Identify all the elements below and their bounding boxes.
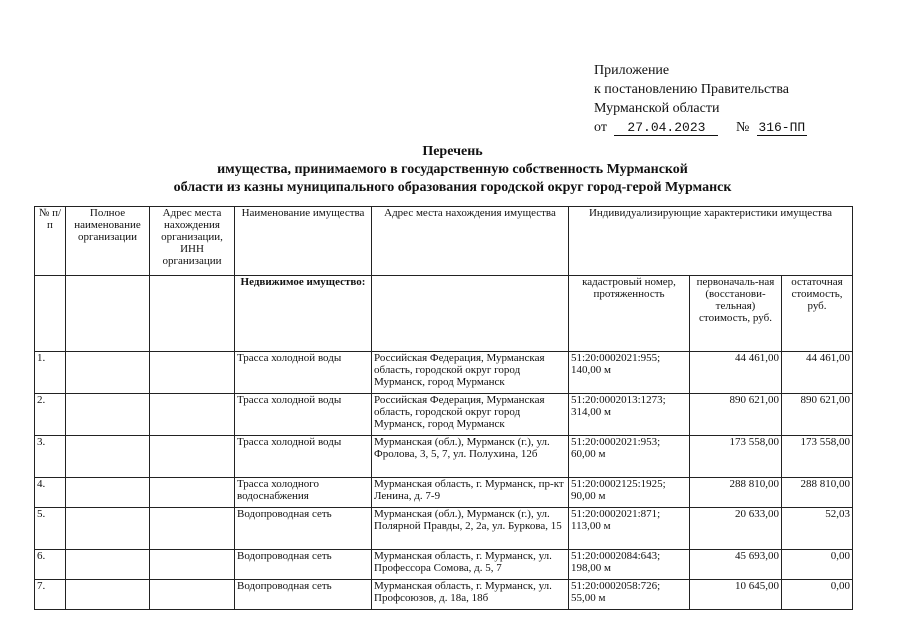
table-row: [35, 436, 853, 478]
row-num: 3.: [35, 436, 66, 478]
row-org-address: [150, 352, 235, 394]
annex-date-line: [594, 118, 807, 137]
row-initial-cost: 44 461,00: [690, 352, 782, 394]
row-cadastral: 51:20:0002021:955; 140,00 м: [569, 352, 690, 394]
subheader-empty: [150, 276, 235, 352]
subheader-empty: [66, 276, 150, 352]
row-property-address: Мурманская (обл.), Мурманск (г.), ул. Фролова, 3, 5, 7, ул. Полухина, 12б: [372, 436, 569, 478]
subheader-initial-cost: первоначаль-ная (восстанови-тельная) стоимость, руб.: [690, 276, 782, 352]
row-residual-cost: 173 558,00: [782, 436, 853, 478]
row-initial-cost: 45 693,00: [690, 550, 782, 580]
row-org-address: [150, 550, 235, 580]
table-row: [35, 352, 853, 394]
table-row: [35, 394, 853, 436]
row-org-name: [66, 550, 150, 580]
header-property-name: Наименование имущества: [235, 207, 372, 276]
row-property-address: Мурманская область, г. Мурманск, пр-кт Ленина, д. 7-9: [372, 478, 569, 508]
row-cadastral: 51:20:0002125:1925; 90,00 м: [569, 478, 690, 508]
row-property-name: Водопроводная сеть: [235, 550, 372, 580]
row-org-name: [66, 394, 150, 436]
row-org-address: [150, 394, 235, 436]
header-row: [35, 207, 853, 276]
row-num: 2.: [35, 394, 66, 436]
row-org-address: [150, 508, 235, 550]
header-org-name: Полное наименование организации: [66, 207, 150, 276]
table-row: [35, 580, 853, 610]
row-residual-cost: 0,00: [782, 550, 853, 580]
row-property-name: Водопроводная сеть: [235, 508, 372, 550]
subheader-cadastral: кадастровый номер, протяженность: [569, 276, 690, 352]
decree-number: 316-ПП: [758, 120, 806, 135]
row-num: 5.: [35, 508, 66, 550]
row-property-name: Трасса холодной воды: [235, 352, 372, 394]
row-initial-cost: 173 558,00: [690, 436, 782, 478]
row-cadastral: 51:20:0002058:726; 55,00 м: [569, 580, 690, 610]
row-org-address: [150, 436, 235, 478]
title-line-3: области из казны муниципального образования городской округ город-герой Мурманск: [173, 180, 732, 195]
header-characteristics: Индивидуализирующие характеристики имущества: [569, 207, 853, 276]
row-initial-cost: 890 621,00: [690, 394, 782, 436]
row-residual-cost: 52,03: [782, 508, 853, 550]
row-num: 4.: [35, 478, 66, 508]
table-row: [35, 550, 853, 580]
subheader-empty: [35, 276, 66, 352]
subheader-row: [35, 276, 853, 352]
row-num: 7.: [35, 580, 66, 610]
row-property-address: Мурманская область, г. Мурманск, ул. Профсоюзов, д. 18а, 18б: [372, 580, 569, 610]
row-org-name: [66, 508, 150, 550]
header-num: № п/п: [35, 207, 66, 276]
row-property-name: Трасса холодной воды: [235, 394, 372, 436]
row-initial-cost: 20 633,00: [690, 508, 782, 550]
row-property-address: Российская Федерация, Мурманская область, городской округ город Мурманск, город Мурманск: [372, 394, 569, 436]
row-residual-cost: 44 461,00: [782, 352, 853, 394]
row-property-name: Трасса холодного водоснабжения: [235, 478, 372, 508]
from-label: от: [594, 120, 607, 135]
subheader-residual-cost: остаточная стоимость, руб.: [782, 276, 853, 352]
row-num: 6.: [35, 550, 66, 580]
row-cadastral: 51:20:0002021:871; 113,00 м: [569, 508, 690, 550]
row-residual-cost: 0,00: [782, 580, 853, 610]
table-row: [35, 508, 853, 550]
row-residual-cost: 890 621,00: [782, 394, 853, 436]
subheader-empty: [372, 276, 569, 352]
header-org-address: Адрес места нахождения организации, ИНН организации: [150, 207, 235, 276]
row-org-name: [66, 436, 150, 478]
document-title: [0, 143, 905, 197]
row-property-name: Трасса холодной воды: [235, 436, 372, 478]
row-property-address: Мурманская (обл.), Мурманск (г.), ул. Полярной Правды, 2, 2а, ул. Буркова, 15: [372, 508, 569, 550]
annex-line-2: к постановлению Правительства: [594, 82, 790, 97]
title-line-2: имущества, принимаемого в государственную собственность Мурманской: [217, 162, 688, 177]
table-row: [35, 478, 853, 508]
title-line-1: Перечень: [422, 144, 483, 159]
row-org-address: [150, 580, 235, 610]
row-cadastral: 51:20:0002021:953; 60,00 м: [569, 436, 690, 478]
row-cadastral: 51:20:0002013:1273; 314,00 м: [569, 394, 690, 436]
row-org-address: [150, 478, 235, 508]
row-property-address: Мурманская область, г. Мурманск, ул. Профессора Сомова, д. 5, 7: [372, 550, 569, 580]
property-table: [34, 206, 853, 610]
annex-line-1: Приложение: [594, 63, 670, 78]
row-cadastral: 51:20:0002084:643; 198,00 м: [569, 550, 690, 580]
row-num: 1.: [35, 352, 66, 394]
annex-block: [594, 61, 807, 137]
header-property-address: Адрес места нахождения имущества: [372, 207, 569, 276]
row-residual-cost: 288 810,00: [782, 478, 853, 508]
annex-line-3: Мурманской области: [594, 101, 720, 116]
decree-date: 27.04.2023: [614, 120, 718, 136]
row-initial-cost: 288 810,00: [690, 478, 782, 508]
row-org-name: [66, 478, 150, 508]
number-sign: №: [735, 120, 750, 135]
row-initial-cost: 10 645,00: [690, 580, 782, 610]
subheader-real-estate: Недвижимое имущество:: [235, 276, 372, 352]
row-org-name: [66, 580, 150, 610]
row-org-name: [66, 352, 150, 394]
row-property-address: Российская Федерация, Мурманская область, городской округ город Мурманск, город Мурманск: [372, 352, 569, 394]
row-property-name: Водопроводная сеть: [235, 580, 372, 610]
